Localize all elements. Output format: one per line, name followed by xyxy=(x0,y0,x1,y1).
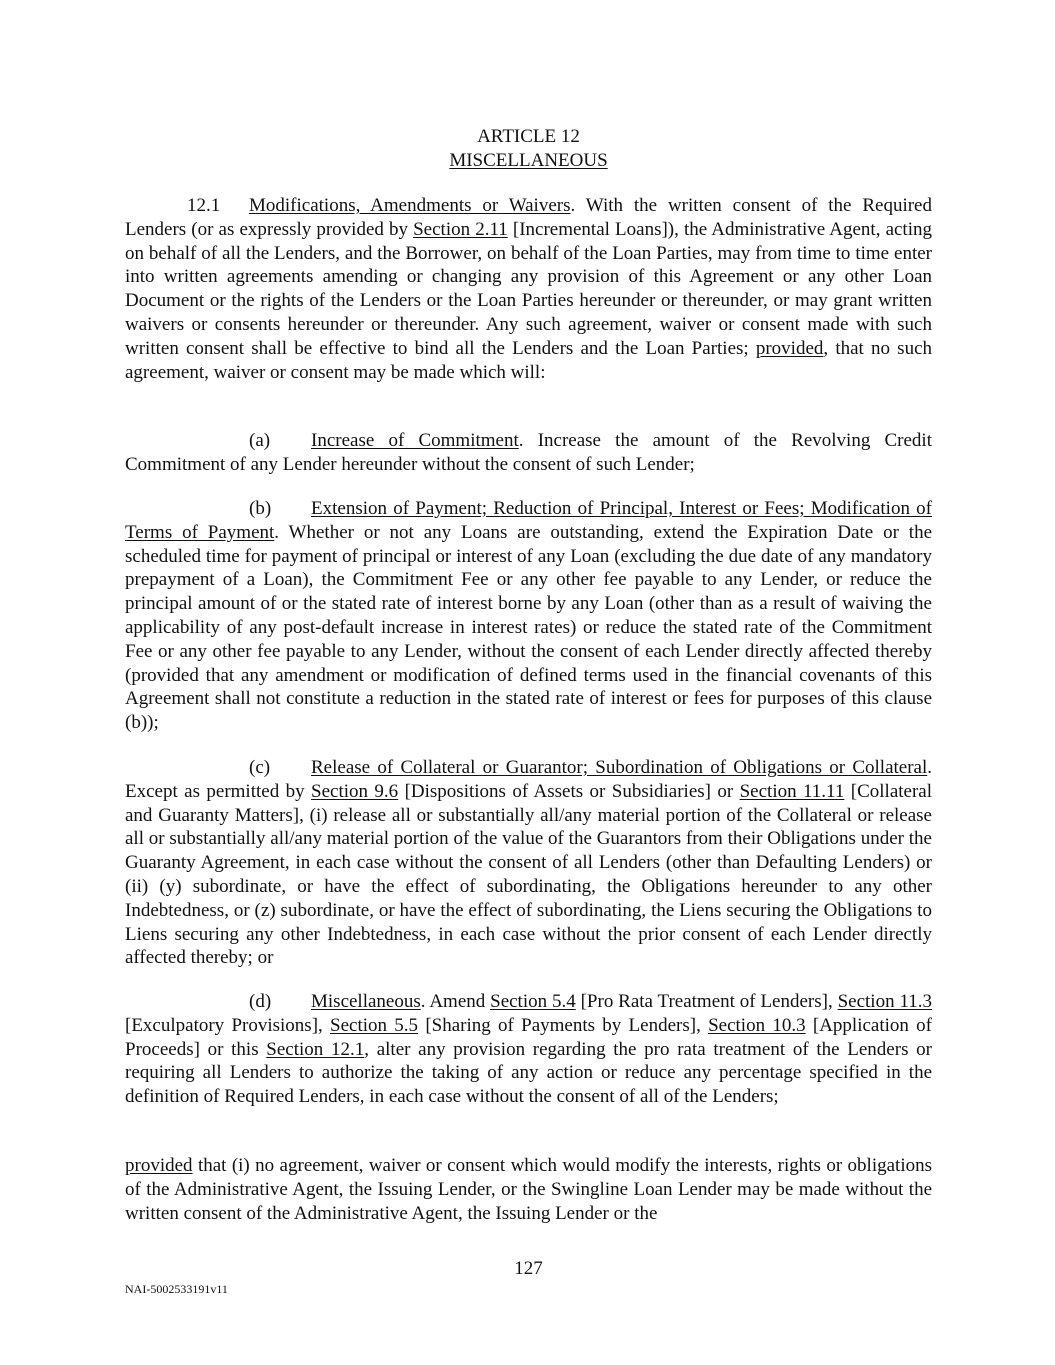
clause-title: Miscellaneous xyxy=(311,991,421,1012)
provided-term: provided xyxy=(125,1155,193,1176)
article-title: MISCELLANEOUS xyxy=(449,150,608,171)
document-id: NAI-5002533191v11 xyxy=(125,1282,228,1296)
clause-label: (d) xyxy=(249,991,272,1012)
clause-c: (c) Release of Collateral or Guarantor; Subordination of Obligations or Collateral. Except as permitted by Section 9.6 [Dispositions of Assets or Subsidiaries] or Section 11.11 [Collateral and Guaranty Matters], (i) release all or substantially all/any material portion of the Collateral or release all or substantially all/any material portion of the value of the Guarantors from their Obligations under the Guaranty Agreement, in each case without the consent of all Lenders (other than Defaulting Lenders) or (ii) (y) subordinate, or have the effect of subordinating, the Obligations hereunder to any other Indebtedness, or (z) subordinate, or have the effect of subordinating, the Liens securing the Obligations to Liens securing any other Indebtedness, in each case without the prior consent of each Lender directly affected thereby; or xyxy=(125,757,933,969)
section-ref: Section 9.6 xyxy=(311,780,399,802)
clause-label: (c) xyxy=(249,757,271,778)
page-number: 127 xyxy=(514,1258,543,1279)
clause-d: (d) Miscellaneous. Amend Section 5.4 [Pro Rata Treatment of Lenders], Section 11.3 [Exculpatory Provisions], Section 5.5 [Sharing of Payments by Lenders], Section 10.3 [Application of Proceeds] or this Section 12.1, alter any provision regarding the pro rata treatment of the Lenders or requiring all Lenders to authorize the taking of any action or reduce any percentage specified in the definition of Required Lenders, in each case without the consent of all of the Lenders; xyxy=(125,991,933,1108)
section-ref: Section 5.4 xyxy=(490,991,576,1012)
clause-title: Extension of Payment; Reduction of Principal, Interest or Fees; Modification of Terms of Payment xyxy=(125,498,932,543)
section-ref: Section 2.11 xyxy=(413,218,508,240)
section-ref: Section 10.3 xyxy=(708,1014,806,1036)
section-12-1: 12.1 Modifications, Amendments or Waivers. With the written consent of the Required Lenders (or as expressly provided by Section 2.11 [Incremental Loans]), the Administrative Agent, acting on behalf of all the Lenders, and the Borrower, on behalf of the Loan Parties, may from time to time enter into written agreements amending or changing any provision of this Agreement or any other Loan Document or the rights of the Lenders or the Loan Parties hereunder or thereunder, or may grant written waivers or consents hereunder or thereunder. Any such agreement, waiver or consent made with such written consent shall be effective to bind all the Lenders and the Loan Parties; provided, that no such agreement, waiver or consent may be made which will: xyxy=(125,195,932,383)
clause-title: Increase of Commitment xyxy=(311,430,519,451)
section-ref: Section 12.1 xyxy=(266,1038,365,1060)
clause-a: (a) Increase of Commitment. Increase the amount of the Revolving Credit Commitment of any Lender hereunder without the consent of such Lender; xyxy=(125,430,932,475)
provided-term: provided xyxy=(755,337,824,359)
clause-b: (b) Extension of Payment; Reduction of Principal, Interest or Fees; Modification of Terms of Payment. Whether or not any Loans are outstanding, extend the Expiration Date or the scheduled time for payment of principal or interest of any Loan (excluding the due date of any mandatory prepayment of a Loan), the Commitment Fee or any other fee payable to any Lender, or reduce the principal amount of or the stated rate of interest borne by any Loan (other than as a result of waiving the applicability of any post-default increase in interest rates) or reduce the stated rate of the Commitment Fee or any other fee payable to any Lender, without the consent of each Lender directly affected thereby (provided that any amendment or modification of defined terms used in the financial covenants of this Agreement shall not constitute a reduction in the stated rate of interest or fees for purposes of this clause (b)); xyxy=(125,498,932,734)
section-ref: Section 11.11 xyxy=(739,780,845,802)
clause-label: (a) xyxy=(249,430,271,451)
section-title: Modifications, Amendments or Waivers xyxy=(249,195,571,216)
section-ref: Section 11.3 xyxy=(837,991,932,1012)
article-number: ARTICLE 12 xyxy=(477,126,580,147)
clause-title: Release of Collateral or Guarantor; Subordination of Obligations or Collateral xyxy=(311,757,928,778)
section-number: 12.1 xyxy=(187,195,221,216)
section-ref: Section 5.5 xyxy=(330,1014,419,1036)
clause-label: (b) xyxy=(249,498,272,519)
proviso-paragraph: provided that (i) no agreement, waiver or consent which would modify the interests, rights or obligations of the Administrative Agent, the Issuing Lender, or the Swingline Loan Lender may be made without the written consent of the Administrative Agent, the Issuing Lender or the xyxy=(125,1155,932,1224)
